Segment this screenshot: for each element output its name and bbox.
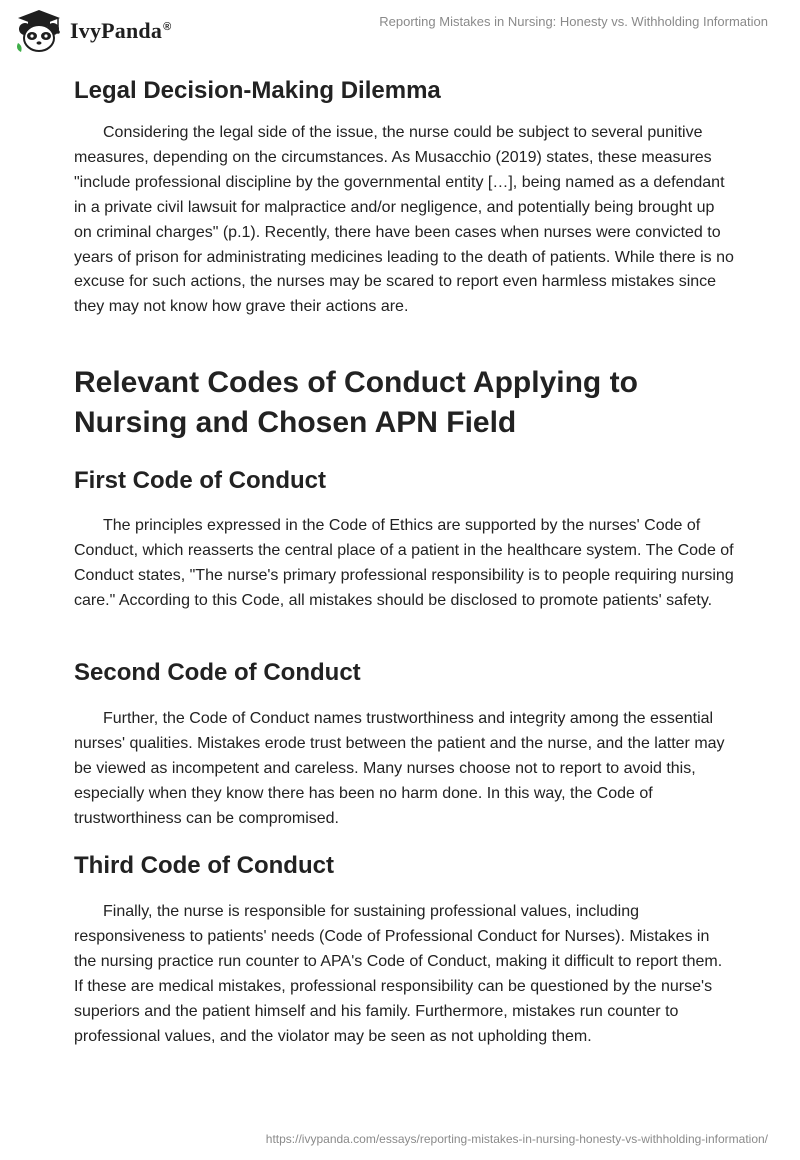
first-paragraph: The principles expressed in the Code of Ethics are supported by the nurses' Code of Conduct, which reasserts the central place of a patient in the healthcare system. The Code of Conduct states, "The nurse's primary professional responsibility is to people requiring nursing care." According to this Code, all mistakes should be disclosed to promote patients' safety. <box>74 517 734 609</box>
second-heading: Second Code of Conduct <box>74 659 361 686</box>
legal-section <box>74 73 441 109</box>
first-heading: First Code of Conduct <box>74 467 326 494</box>
codes-heading: Relevant Codes of Conduct Applying to Nursing and Chosen APN Field <box>74 366 638 439</box>
second-paragraph: Further, the Code of Conduct names trustworthiness and integrity among the essential nurses' qualities. Mistakes erode trust between the patient and the nurse, and the latter may be viewed as incompetent and careless. Many nurses choose not to report to avoid this, especially when they know there has been no harm done. In this way, the Code of trustworthiness can be compromised. <box>74 710 725 827</box>
legal-paragraph-wrap <box>74 121 734 320</box>
legal-heading: Legal Decision-Making Dilemma <box>74 77 441 104</box>
second-paragraph-wrap <box>74 707 734 832</box>
third-paragraph: Finally, the nurse is responsible for sustaining professional values, including responsiveness to patients' needs (Code of Professional Conduct for Nurses). Mistakes in the nursing practice run counter to APA's Code of Conduct, making it difficult to report them. If these are medical mistakes, professional responsibility can be questioned by the nurse's superiors and the patient himself and his family. Furthermore, mistakes run counter to professional values, and the violator may be seen as not upholding them. <box>74 903 723 1045</box>
logo-wordmark: IvyPanda® <box>70 18 172 43</box>
codes-section <box>74 363 714 443</box>
document-title: Reporting Mistakes in Nursing: Honesty vs. Withholding Information <box>379 14 768 29</box>
third-heading: Third Code of Conduct <box>74 852 334 879</box>
page-header <box>0 0 800 60</box>
panda-graduate-icon <box>14 9 64 53</box>
first-section <box>74 463 326 499</box>
legal-paragraph: Considering the legal side of the issue, the nurse could be subject to several punitive measures, depending on the circumstances. As Musacchio (2019) states, these measures "include professional discipline by the governmental entity […], being named as a defendant in a private civil lawsuit for malpractice and/or negligence, and potentially being brought up on criminal charges" (p.1). Recently, there have been cases when nurses were convicted to years of prison for administrating medicines leading to the death of patients. While there is no excuse for such actions, the nurses may be scared to report even harmless mistakes since they may not know how grave their actions are. <box>74 124 734 316</box>
second-section <box>74 655 361 691</box>
first-paragraph-wrap <box>74 514 734 614</box>
ivypanda-logo[interactable] <box>14 9 171 53</box>
source-url-link[interactable]: https://ivypanda.com/essays/reporting-mistakes-in-nursing-honesty-vs-withholding-information/ <box>265 1132 768 1146</box>
third-paragraph-wrap <box>74 900 734 1049</box>
third-section <box>74 848 334 884</box>
